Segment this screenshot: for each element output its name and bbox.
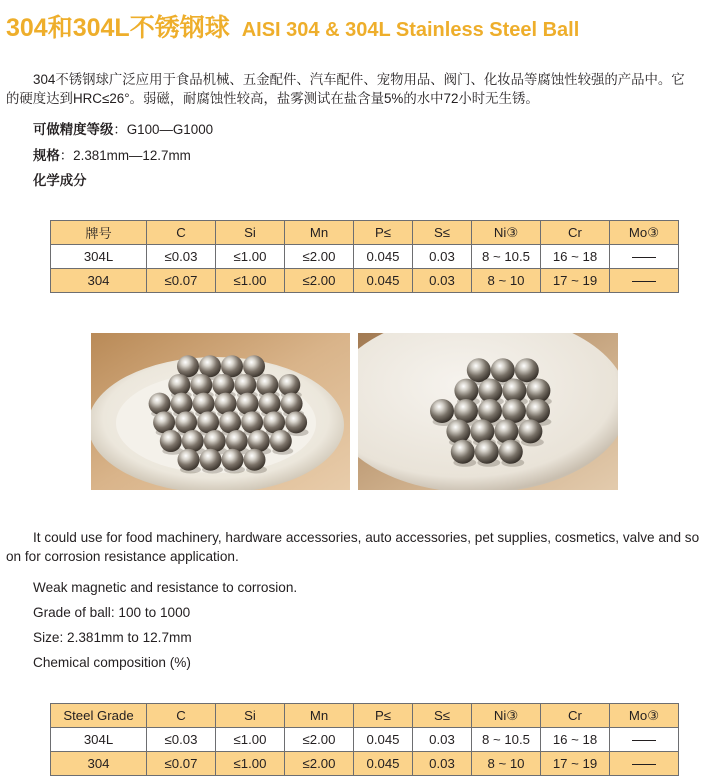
en-intro-line2: on for corrosion resistance application. (6, 549, 239, 564)
cn-chem-heading: 化学成分 (33, 173, 87, 188)
header-cell: P≤ (354, 704, 413, 728)
dash-mark (632, 257, 656, 258)
table-cell: 8 ~ 10.5 (472, 728, 541, 752)
table-cell: 8 ~ 10.5 (472, 245, 541, 269)
table-cell: ≤1.00 (216, 245, 285, 269)
table-header-row (51, 221, 679, 245)
table-cell-dash (610, 269, 679, 293)
en-grade (33, 603, 190, 622)
table-cell: 8 ~ 10 (472, 752, 541, 776)
header-cell: S≤ (413, 221, 472, 245)
table-row (51, 245, 679, 269)
cn-intro-line1: 304不锈钢球广泛应用于食品机械、五金配件、汽车配件、宠物用品、阀门、化妆品等腐蚀性较强的产品中。它 (33, 72, 685, 87)
table-cell: 304L (51, 245, 147, 269)
header-cell: Si (216, 221, 285, 245)
header-cell: Si (216, 704, 285, 728)
table-cell: 0.045 (354, 245, 413, 269)
header-cell: Ni③ (472, 221, 541, 245)
table-cell-dash (610, 728, 679, 752)
table-cell: ≤1.00 (216, 269, 285, 293)
table-cell: ≤0.07 (147, 269, 216, 293)
table-cell: 0.045 (354, 728, 413, 752)
cn-intro-line2: 的硬度达到HRC≤26°。弱磁，耐腐蚀性较高，盐雾测试在盐含量5%的水中72小时无生锈。 (6, 91, 539, 106)
header-cell: Mn (285, 221, 354, 245)
en-intro-line1: It could use for food machinery, hardware accessories, auto accessories, pet supplies, cosmetics, valve and so (33, 530, 700, 545)
header-cell: S≤ (413, 704, 472, 728)
dash-mark (632, 281, 656, 282)
table-cell: 16 ~ 18 (541, 728, 610, 752)
header-cell: P≤ (354, 221, 413, 245)
table-cell: 304 (51, 269, 147, 293)
table-row (51, 752, 679, 776)
en-magnetic: Weak magnetic and resistance to corrosion. (33, 580, 298, 595)
header-cell: C (147, 704, 216, 728)
en-size-label: Size: (33, 630, 64, 645)
chem-table-cn (50, 220, 679, 293)
table-cell: 0.045 (354, 269, 413, 293)
header-cell: Mo③ (610, 704, 679, 728)
cn-grade (33, 120, 213, 139)
table-cell: ≤2.00 (285, 752, 354, 776)
table-cell: 0.03 (413, 245, 472, 269)
table-cell: ≤2.00 (285, 269, 354, 293)
header-cell: Cr (541, 221, 610, 245)
header-cell: Mn (285, 704, 354, 728)
table-cell-dash (610, 752, 679, 776)
dash-mark (632, 740, 656, 741)
en-chem-heading: Chemical composition (%) (33, 655, 191, 670)
header-cell: C (147, 221, 216, 245)
table-cell: 16 ~ 18 (541, 245, 610, 269)
cn-spec (33, 146, 191, 165)
table-cell: ≤2.00 (285, 245, 354, 269)
en-size-value: 2.381mm to 12.7mm (63, 630, 192, 645)
steel-balls-photo-right (358, 333, 618, 490)
header-cell: 牌号 (51, 221, 147, 245)
page-title (6, 8, 579, 42)
table-cell: 304L (51, 728, 147, 752)
title-cn: 304和304L不锈钢球 (6, 14, 230, 42)
table-cell: 0.03 (413, 269, 472, 293)
table-cell-dash (610, 245, 679, 269)
table-row (51, 269, 679, 293)
table-cell: ≤2.00 (285, 728, 354, 752)
dash-mark (632, 764, 656, 765)
table-cell: ≤0.03 (147, 728, 216, 752)
cn-spec-label: 规格 (33, 148, 60, 163)
en-size (33, 628, 192, 647)
table-cell: ≤1.00 (216, 728, 285, 752)
cn-grade-label: 可做精度等级 (33, 122, 114, 137)
table-cell: 17 ~ 19 (541, 752, 610, 776)
en-grade-value: 100 to 1000 (114, 605, 191, 620)
en-grade-label: Grade of ball: (33, 605, 115, 620)
header-cell: Ni③ (472, 704, 541, 728)
steel-balls-photo-left (91, 333, 350, 490)
en-intro (6, 528, 710, 566)
header-cell: Mo③ (610, 221, 679, 245)
table-cell: 8 ~ 10 (472, 269, 541, 293)
table-cell: ≤0.07 (147, 752, 216, 776)
table-cell: 304 (51, 752, 147, 776)
table-header-row (51, 704, 679, 728)
chem-table-en (50, 703, 679, 776)
table-cell: 17 ~ 19 (541, 269, 610, 293)
table-row (51, 728, 679, 752)
table-cell: 0.045 (354, 752, 413, 776)
header-cell: Steel Grade (51, 704, 147, 728)
table-cell: 0.03 (413, 728, 472, 752)
cn-grade-value: ：G100—G1000 (113, 122, 214, 137)
table-cell: 0.03 (413, 752, 472, 776)
table-cell: ≤1.00 (216, 752, 285, 776)
header-cell: Cr (541, 704, 610, 728)
table-cell: ≤0.03 (147, 245, 216, 269)
cn-intro (6, 70, 706, 108)
title-en: AISI 304 & 304L Stainless Steel Ball (241, 19, 580, 41)
cn-spec-value: ：2.381mm—12.7mm (59, 148, 191, 163)
